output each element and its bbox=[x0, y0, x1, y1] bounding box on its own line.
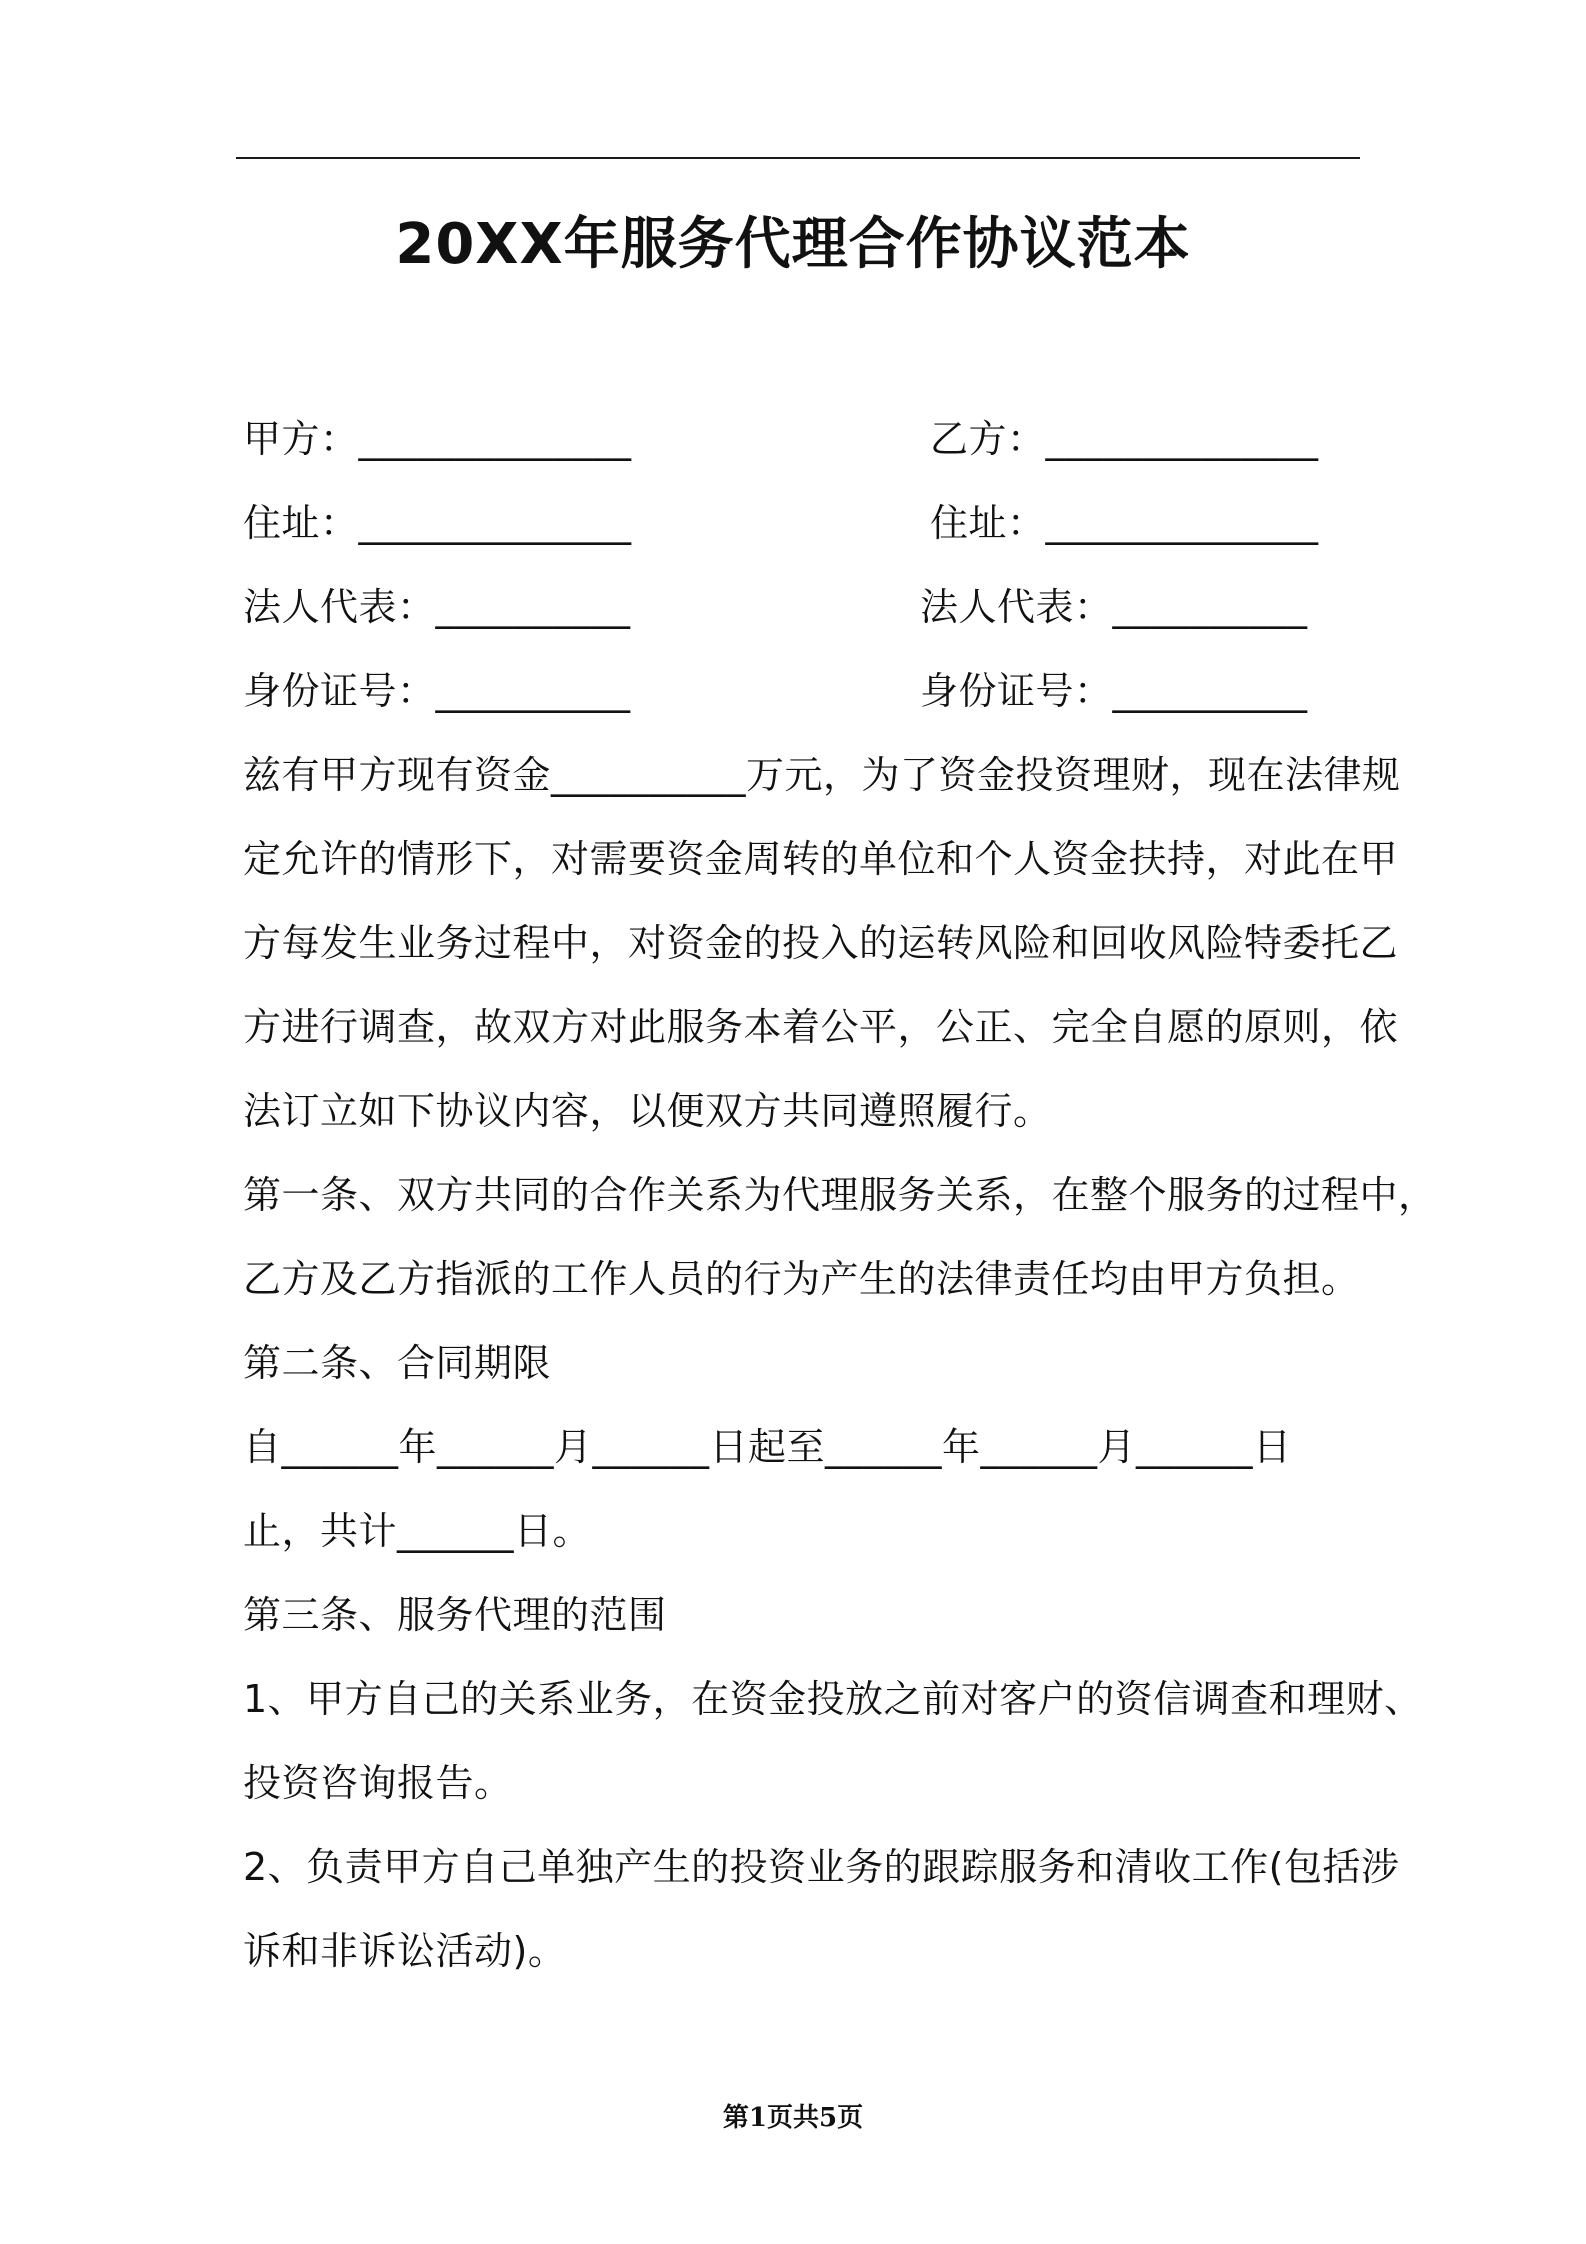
party-a-id-field: 身份证号：__________ bbox=[243, 669, 631, 713]
article-2-line: 自______年______月______日起至______年______月______日 bbox=[243, 1425, 1292, 1469]
party-b-name-field: 乙方：______________ bbox=[930, 417, 1319, 461]
intro-line: 法订立如下协议内容，以便双方共同遵照履行。 bbox=[243, 1089, 1052, 1133]
header-rule bbox=[236, 157, 1360, 159]
party-a-address-field: 住址：______________ bbox=[243, 501, 632, 545]
party-a-legal-rep-field: 法人代表：__________ bbox=[243, 585, 631, 629]
document-title: 20XX年服务代理合作协议范本 bbox=[395, 212, 1191, 277]
article-2-heading: 第二条、合同期限 bbox=[243, 1341, 552, 1385]
party-b-id-field: 身份证号：__________ bbox=[920, 669, 1308, 713]
intro-line: 兹有甲方现有资金__________万元，为了资金投资理财，现在法律规 bbox=[243, 753, 1401, 797]
article-1-line: 第一条、双方共同的合作关系为代理服务关系，在整个服务的过程中， bbox=[243, 1173, 1437, 1217]
article-3-heading: 第三条、服务代理的范围 bbox=[243, 1593, 667, 1637]
article-3-item-2-line: 2、负责甲方自己单独产生的投资业务的跟踪服务和清收工作(包括涉 bbox=[243, 1845, 1400, 1889]
intro-line: 方进行调查，故双方对此服务本着公平，公正、完全自愿的原则，依 bbox=[243, 1005, 1399, 1049]
party-b-legal-rep-field: 法人代表：__________ bbox=[920, 585, 1308, 629]
page-number-footer: 第1页共5页 bbox=[722, 2103, 864, 2133]
party-b-address-field: 住址：______________ bbox=[930, 501, 1319, 545]
party-a-name-field: 甲方：______________ bbox=[243, 417, 632, 461]
intro-line: 方每发生业务过程中，对资金的投入的运转风险和回收风险特委托乙 bbox=[243, 921, 1399, 965]
article-3-item-1-line: 1、甲方自己的关系业务，在资金投放之前对客户的资信调查和理财、 bbox=[243, 1677, 1423, 1721]
article-3-item-1-line: 投资咨询报告。 bbox=[243, 1761, 513, 1805]
article-1-line: 乙方及乙方指派的工作人员的行为产生的法律责任均由甲方负担。 bbox=[243, 1257, 1360, 1301]
article-3-item-2-line: 诉和非诉讼活动)。 bbox=[243, 1929, 567, 1973]
intro-line: 定允许的情形下，对需要资金周转的单位和个人资金扶持，对此在甲 bbox=[243, 837, 1399, 881]
article-2-line: 止，共计______日。 bbox=[243, 1509, 592, 1553]
